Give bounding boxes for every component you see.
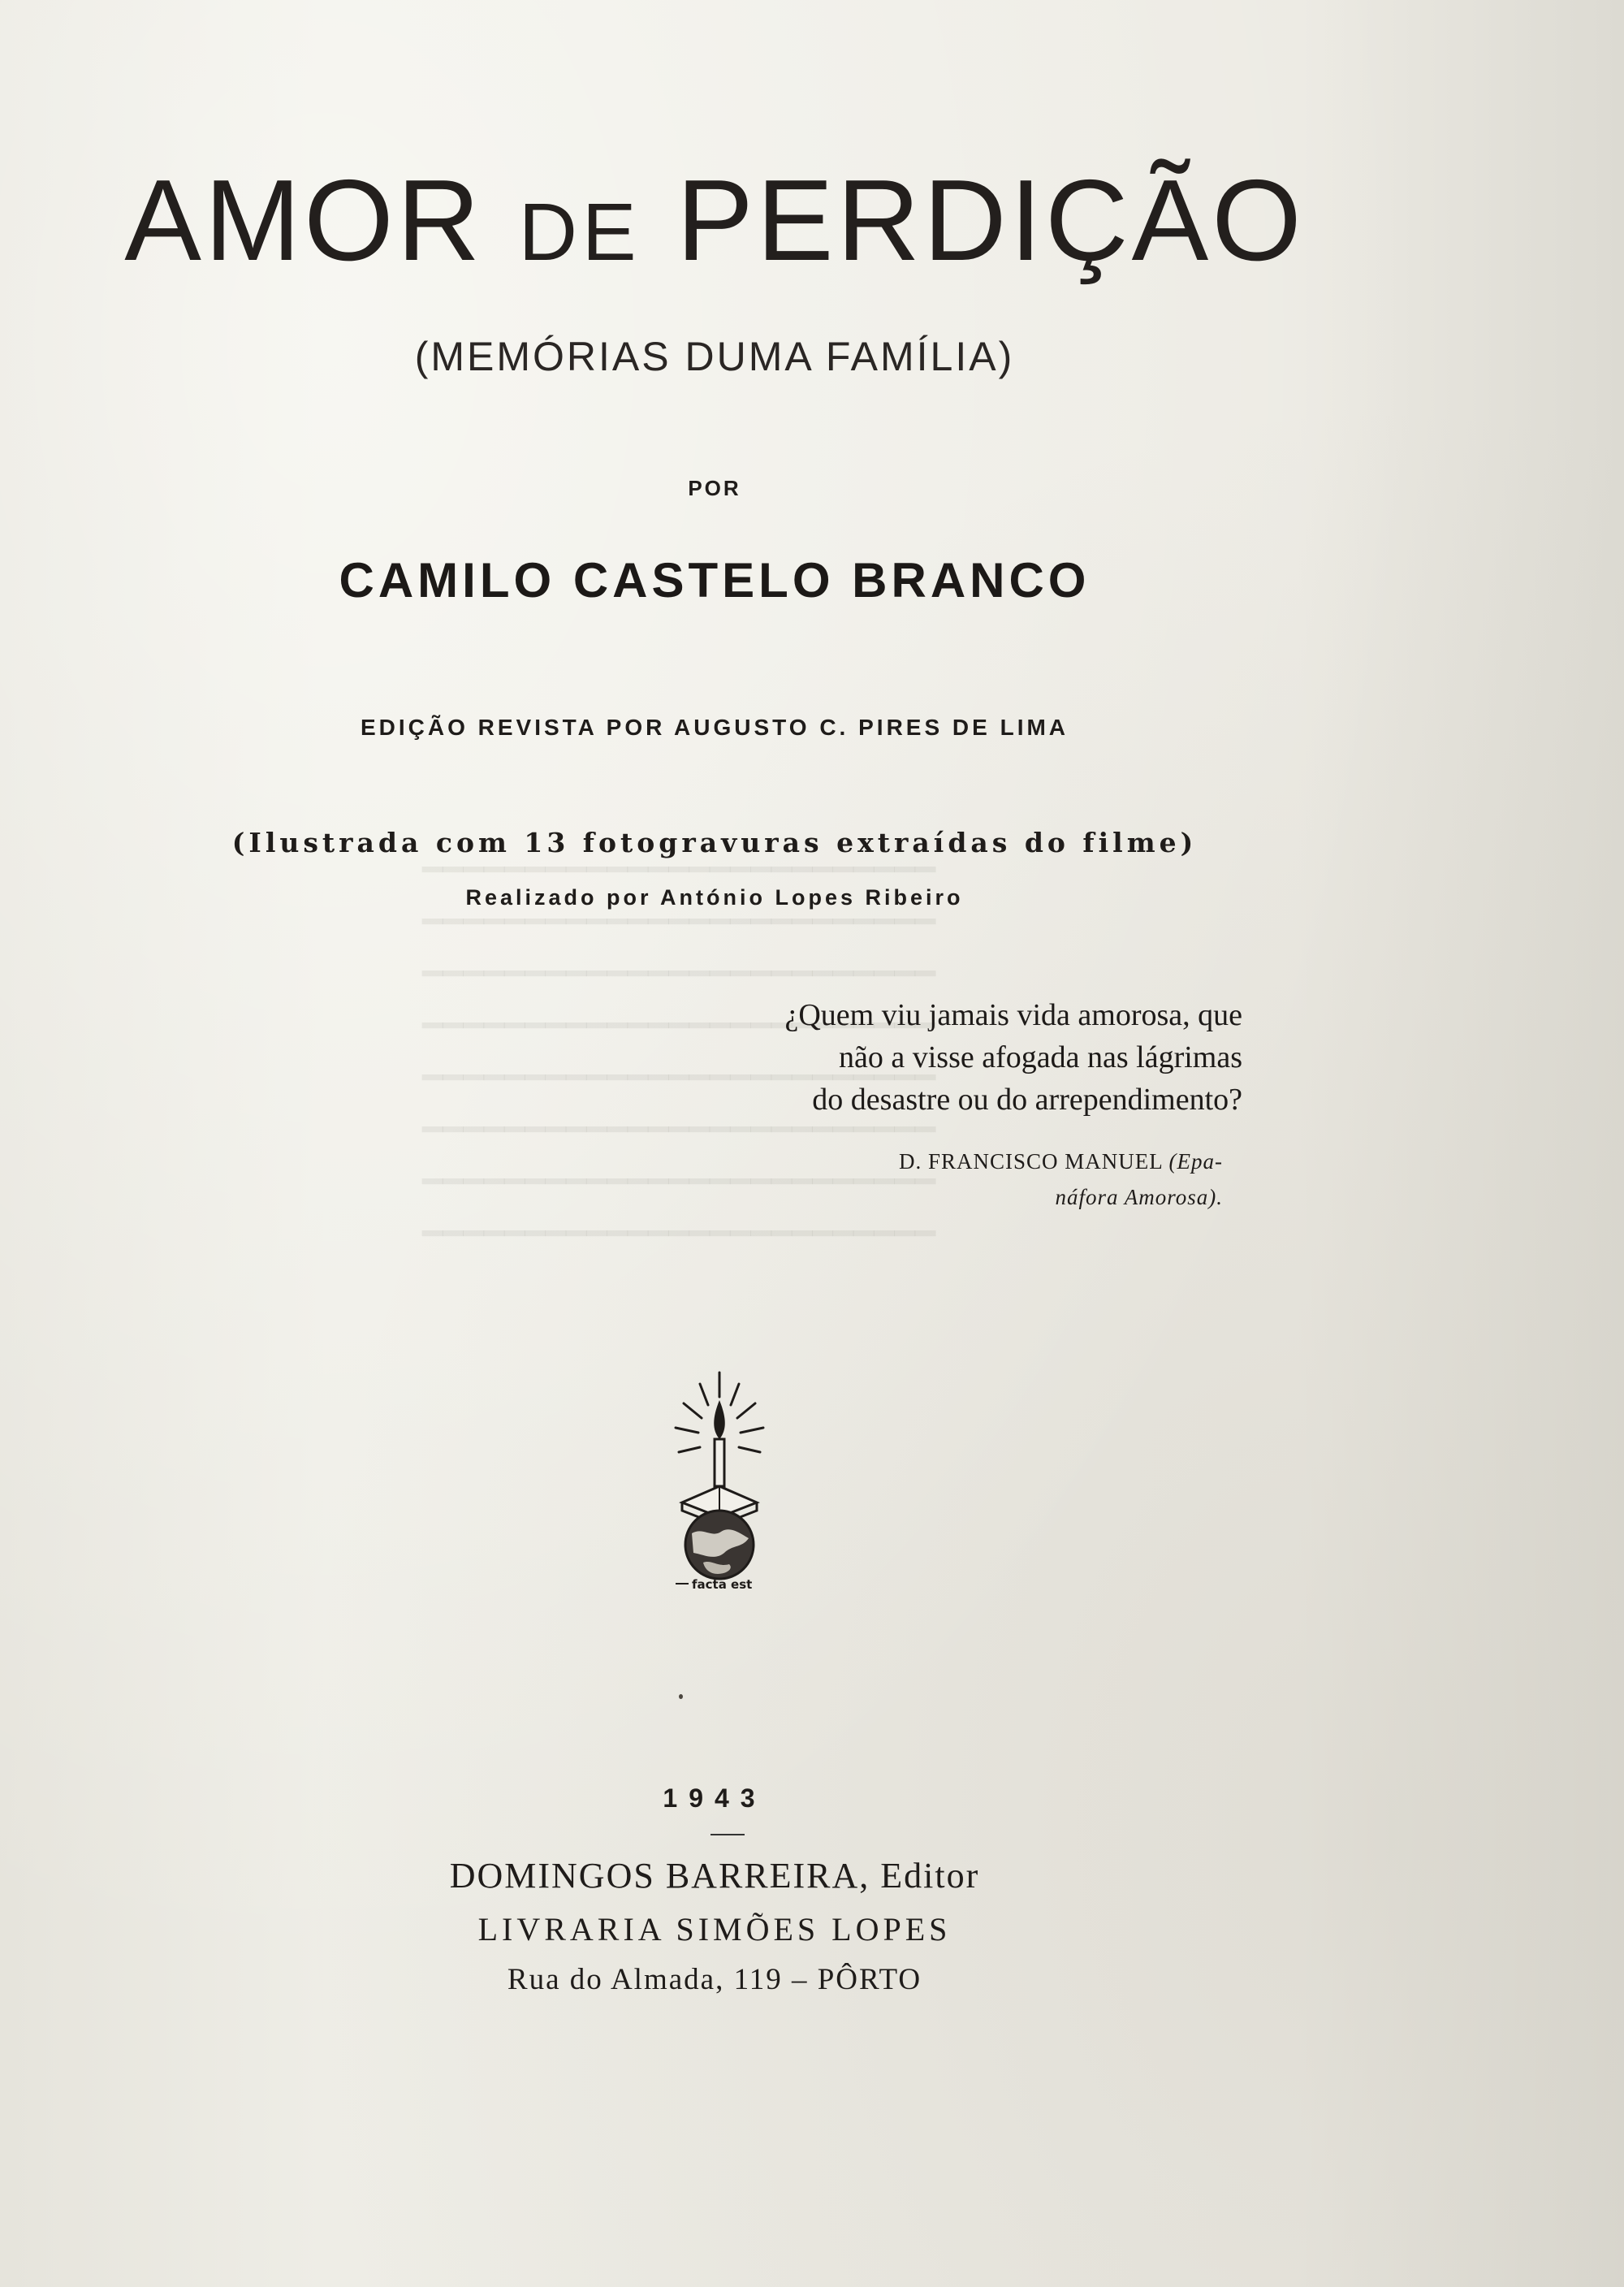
book-subtitle: (MEMÓRIAS DUMA FAMÍLIA) [414,334,1015,379]
publisher-name: DOMINGOS BARREIRA, Editor [449,1856,980,1896]
candle-book-globe-emblem-icon [664,1364,775,1592]
title-word-2: DE [518,187,641,278]
epigraph-line-2: não a visse afogada nas lágrimas [839,1040,1242,1074]
illustration-note: (Ilustrada com 13 fotogravuras extraídas do filme) [231,827,1198,858]
by-label: POR [688,476,741,500]
title-word-1: AMOR [124,156,484,285]
director-note: Realizado por António Lopes Ribeiro [465,885,964,910]
attribution-line-1 [654,1144,1223,1179]
epigraph-line-3: do desastre ou do arrependimento? [812,1083,1242,1117]
paper-speck [679,1694,683,1699]
publication-year: 1943 [663,1783,767,1813]
author-name: CAMILO CASTELO BRANCO [339,553,1091,607]
divider-rule [710,1834,745,1835]
epigraph-line-1: ¿Quem viu jamais vida amorosa, que [784,998,1242,1032]
epigraph-attribution [654,1144,1223,1215]
attribution-name: D. FRANCISCO MANUEL [898,1149,1163,1174]
publisher-address: Rua do Almada, 119 – PÔRTO [507,1963,922,1996]
bookshop-name: LIVRARIA SIMÕES LOPES [477,1911,952,1948]
book-title [0,154,1429,287]
epigraph [512,994,1242,1121]
attribution-work-part-2: náfora Amorosa). [1055,1185,1223,1209]
attribution-line-2 [654,1179,1223,1215]
attribution-work-part-1: (Epa- [1168,1149,1223,1174]
title-word-3: PERDIÇÃO [676,156,1305,285]
edition-note: EDIÇÃO REVISTA POR AUGUSTO C. PIRES DE LIMA [360,715,1069,740]
emblem-motto: facta est [692,1577,753,1592]
bleed-through-texture: ━━━━━━━━━━━━━━━━━━━━━━━━━ ━━━━━━━━━━━━━━━━━━━━━━━━━ ━━━━━━━━━━━━━━━━━━━━━━━━━ ━━━━━━━━━━━━━━━━━━━━━━━━━ ━━━━━━━━━━━━━━━━━━━━━━━━━ ━━━━━━━━━━━━━━━━━━━━━━━━━ ━━━━━━━━━━━━━━━━━━━━━━━━━ ━━━━━━━━━━━━━━━━━━━━━━━━━ [422,852,936,1253]
